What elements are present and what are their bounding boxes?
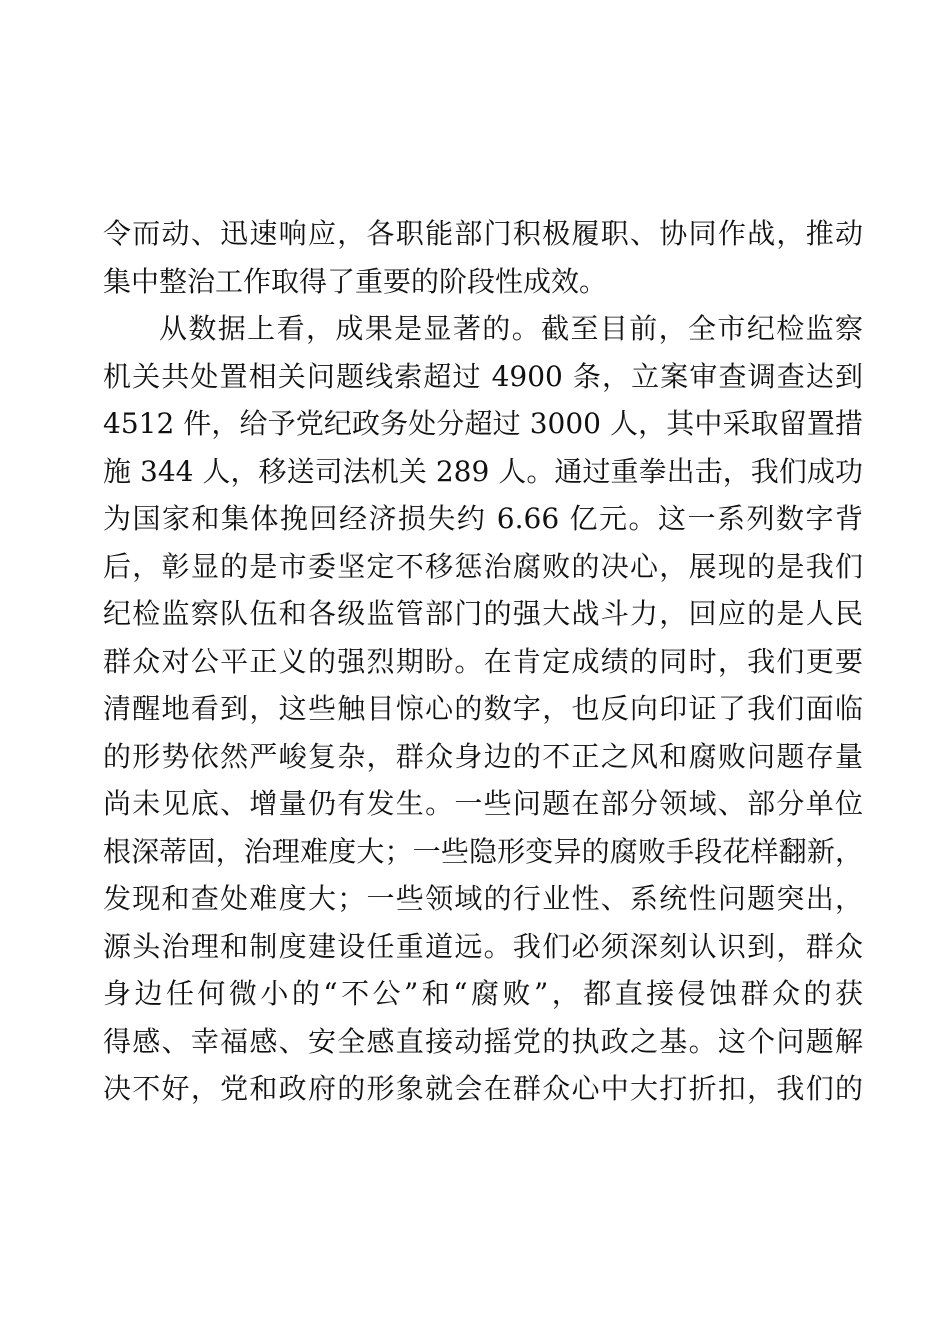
paragraph-first-line: 从数据上看，成果是显著的。截至目前，全市纪检监察 xyxy=(159,312,863,345)
text-line: 尚未见底、增量仍有发生。一些问题在部分领域、部分单位 xyxy=(103,787,863,820)
text-line: 机关共处置相关问题线索超过 4900 条，立案审查调查达到 xyxy=(103,359,863,393)
text-line: 清醒地看到，这些触目惊心的数字，也反向印证了我们面临 xyxy=(103,692,863,725)
text-line: 根深蒂固，治理难度大；一些隐形变异的腐败手段花样翻新， xyxy=(103,834,863,868)
body-text xyxy=(103,210,863,1113)
text-line: 发现和查处难度大；一些领域的行业性、系统性问题突出， xyxy=(103,882,863,915)
text-line: 为国家和集体挽回经济损失约 6.66 亿元。这一系列数字背 xyxy=(103,502,863,535)
text-line: 得感、幸福感、安全感直接动摇党的执政之基。这个问题解 xyxy=(103,1024,863,1058)
text-line: 集中整治工作取得了重要的阶段性成效。 xyxy=(103,264,608,298)
text-line: 后，彰显的是市委坚定不移惩治腐败的决心，展现的是我们 xyxy=(103,549,863,583)
text-line: 身边任何微小的“不公”和“腐败”，都直接侵蚀群众的获 xyxy=(103,977,863,1010)
text-line: 的形势依然严峻复杂，群众身边的不正之风和腐败问题存量 xyxy=(103,739,863,773)
text-line: 纪检监察队伍和各级监管部门的强大战斗力，回应的是人民 xyxy=(103,597,863,630)
text-line: 令而动、迅速响应，各职能部门积极履职、协同作战，推动 xyxy=(103,217,863,250)
text-line: 4512 件，给予党纪政务处分超过 3000 人，其中采取留置措 xyxy=(103,407,863,440)
text-line: 决不好，党和政府的形象就会在群众心中大打折扣，我们的 xyxy=(103,1072,863,1105)
text-line: 源头治理和制度建设任重道远。我们必须深刻认识到，群众 xyxy=(103,929,863,963)
text-line: 施 344 人，移送司法机关 289 人。通过重拳出击，我们成功 xyxy=(103,454,863,488)
text-line: 群众对公平正义的强烈期盼。在肯定成绩的同时，我们更要 xyxy=(103,644,863,678)
